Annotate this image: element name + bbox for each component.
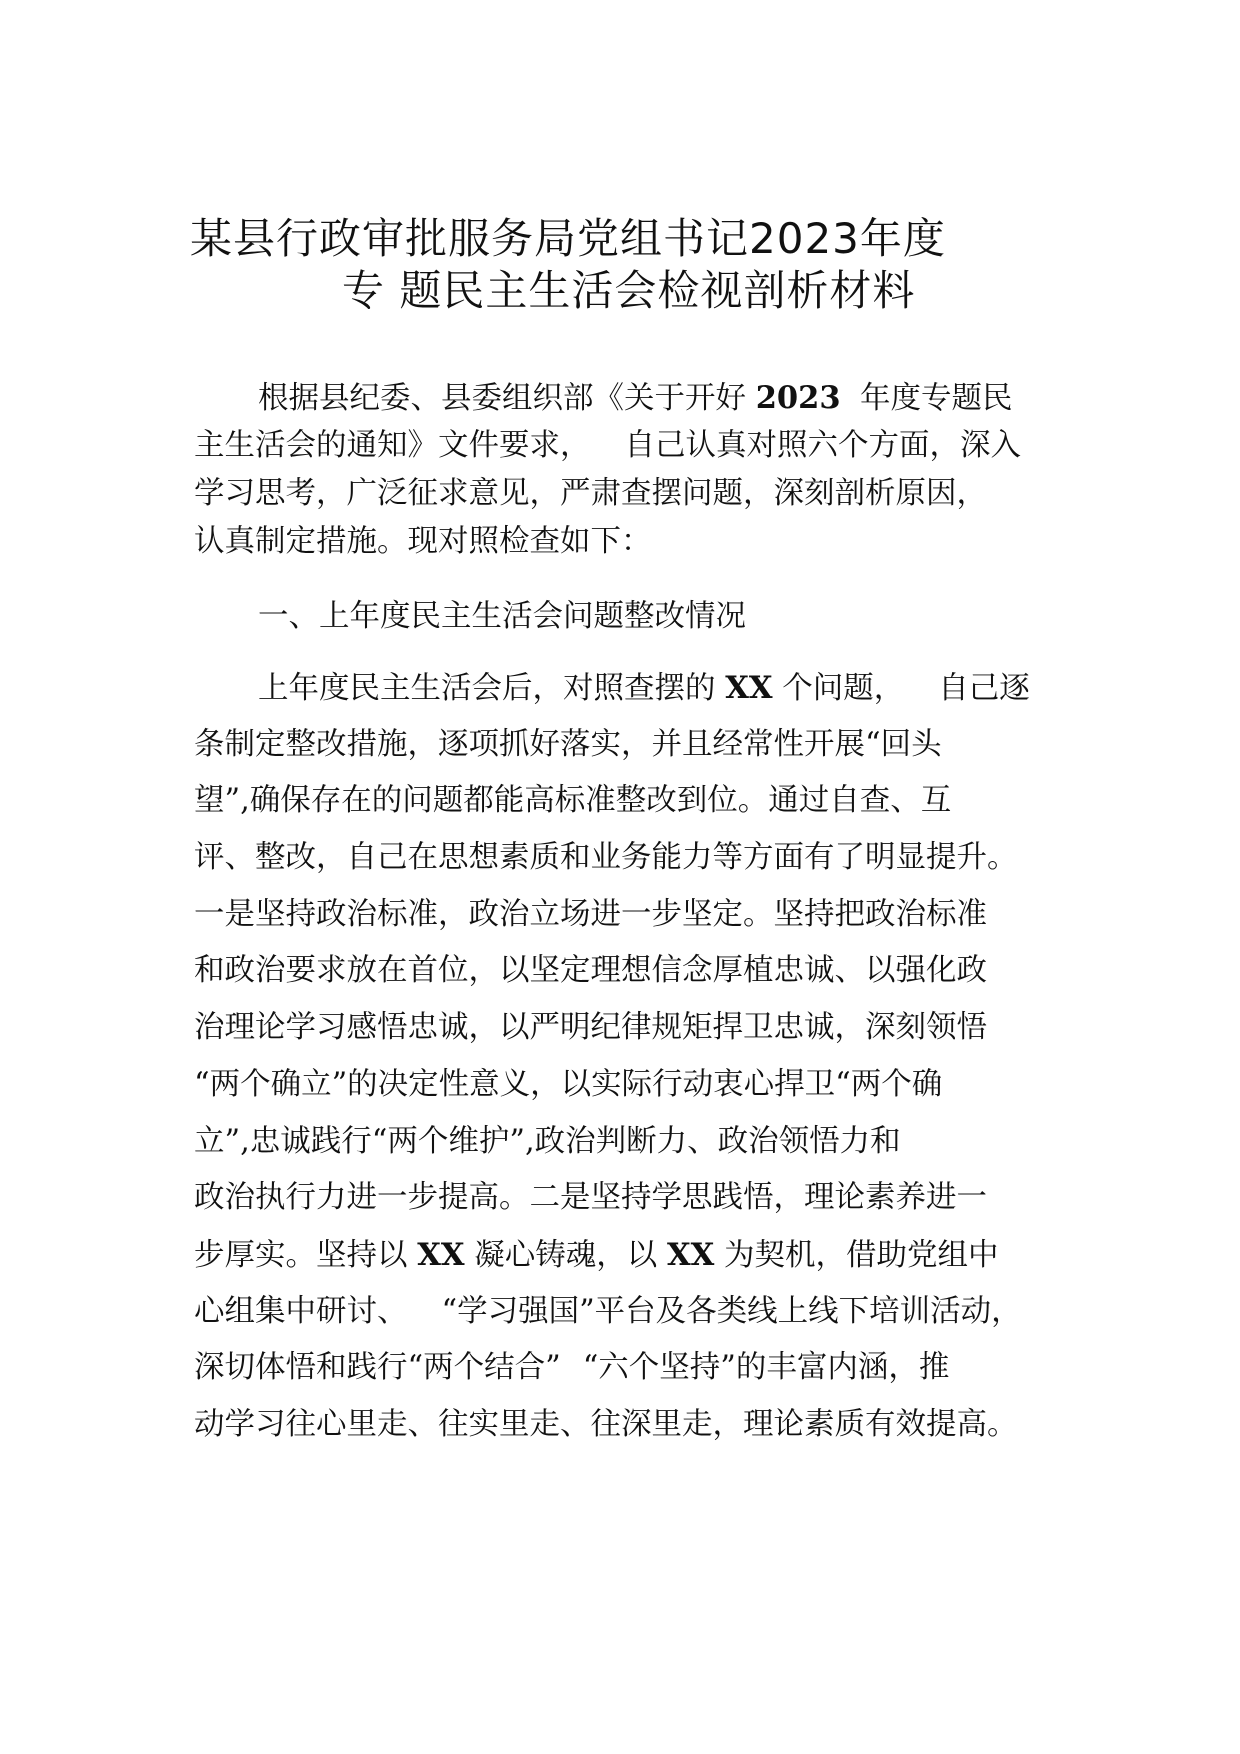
section-line-11 (194, 1227, 1054, 1284)
section-line-2: 条制定整改措施，逐项抓好落实，并且经常性开展“回头 (194, 726, 942, 762)
section-text-segment: “学习强国”平台及各类线上线下培训活动， (441, 1293, 1022, 1329)
section-text-segment: 为契机，借助党组中 (724, 1237, 999, 1273)
intro-text-segment: 自己认真对照六个方面，深入 (624, 428, 1021, 463)
section-line-10: 政治执行力进一步提高。二是坚持学思践悟，理论素养进一 (194, 1180, 987, 1216)
document-title-line-2: 专 题民主生活会检视剖析材料 (342, 266, 916, 315)
section-line-8: “两个确立”的决定性意义，以实际行动衷心捍卫“两个确 (194, 1066, 943, 1102)
section-line-7: 治理论学习感悟忠诚，以严明纪律规矩捍卫忠诚，深刻领悟 (194, 1010, 987, 1046)
section-line-14: 动学习往心里走、往实里走、往深里走，理论素质有效提高。 (194, 1406, 1018, 1442)
intro-line-3: 学习思考，广泛征求意见，严肃查摆问题，深刻剖析原因， (194, 476, 987, 511)
section-line-3: 望”,确保存在的问题都能高标准整改到位。通过自查、互 (194, 783, 952, 819)
section-1-heading: 一、上年度民主生活会问题整改情况 (258, 599, 746, 634)
section-text-segment: 步厚实。坚持以 (194, 1237, 408, 1273)
intro-line-1 (194, 374, 1054, 422)
section-text-segment: 上年度民主生活会后，对照查摆的 (258, 671, 716, 706)
section-line-1 (194, 660, 1054, 717)
section-text-segment: 深切体悟和践行“两个结合” (194, 1350, 561, 1386)
section-text-segment: 个问题， (782, 671, 905, 706)
section-heading (194, 593, 1054, 641)
section-line-12 (194, 1284, 1054, 1341)
section-text-segment: 凝心铸魂，以 (474, 1237, 658, 1273)
intro-line-2 (194, 422, 1054, 470)
section-text-segment: 自己逐 (938, 671, 1030, 706)
section-1-paragraph (194, 660, 1054, 1454)
section-text-segment: “六个坚持”的丰富内涵，推 (582, 1350, 950, 1386)
section-line-6: 和政治要求放在首位，以坚定理想信念厚植忠诚、以强化政 (194, 953, 987, 989)
document-title-line-1: 某县行政审批服务局党组书记2023年度 (190, 214, 946, 263)
placeholder-xx: XX (725, 670, 773, 706)
intro-line-4: 认真制定措施。现对照检查如下： (194, 524, 652, 559)
section-line-13 (194, 1340, 1054, 1397)
placeholder-xx: XX (417, 1236, 465, 1273)
intro-year: 2023 (755, 380, 841, 416)
intro-text-segment: 年度专题民 (859, 381, 1013, 416)
section-line-9: 立”,忠诚践行“两个维护”,政治判断力、政治领悟力和 (194, 1123, 901, 1159)
placeholder-xx: XX (666, 1236, 715, 1273)
intro-paragraph (194, 374, 1054, 566)
intro-text-segment: 根据县纪委、县委组织部《关于开好 (258, 381, 746, 416)
section-line-4: 评、整改，自己在思想素质和业务能力等方面有了明显提升。 (194, 840, 1018, 876)
intro-text-segment: 主生活会的通知》文件要求， (194, 428, 591, 463)
section-text-segment: 心组集中研讨、 (194, 1293, 408, 1329)
section-line-5: 一是坚持政治标准，政治立场进一步坚定。坚持把政治标准 (194, 896, 987, 932)
